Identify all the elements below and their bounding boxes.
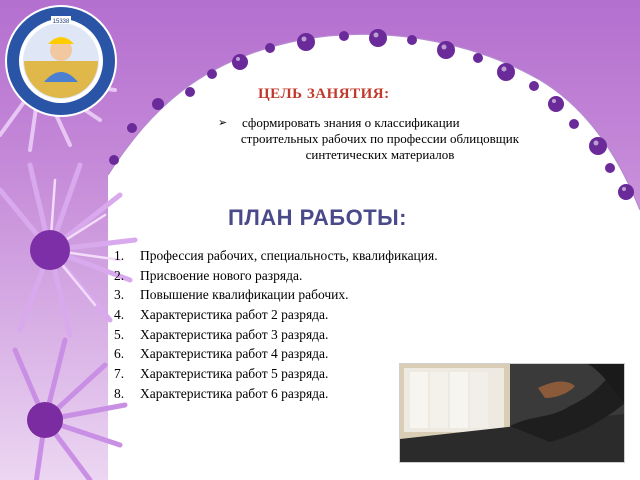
tiling-work-photo [399,363,625,463]
goal-title: ЦЕЛЬ ЗАНЯТИЯ: [258,86,390,102]
goal-line-1: сформировать знания о классификации [242,115,460,130]
plan-list [114,246,438,404]
arrow-bullet-icon: ➢ [218,117,228,129]
flower-bottom [15,340,125,480]
college-logo [4,4,118,118]
plan-item: 4. Характеристика работ 2 разряда. [114,307,329,323]
plan-item: 8. Характеристика работ 6 разряда. [114,385,329,401]
plan-item: 2. Присвоение нового разряда. [114,267,303,283]
goal-description [200,115,560,163]
plan-title: ПЛАН РАБОТЫ: [228,205,407,230]
goal-line-2: строительных рабочих по профессии облицовщик [240,131,520,146]
plan-item: 3. Повышение квалификации рабочих. [114,287,349,303]
plan-item: 1. Профессия рабочих, специальность, квалификация. [114,248,438,263]
plan-item: 6. Характеристика работ 4 разряда. [114,346,329,362]
logo-year: 15338 [52,19,70,25]
plan-item: 7. Характеристика работ 5 разряда. [114,366,329,382]
plan-item: 5. Характеристика работ 3 разряда. [114,326,329,342]
goal-line-3: синтетических материалов [305,147,455,162]
